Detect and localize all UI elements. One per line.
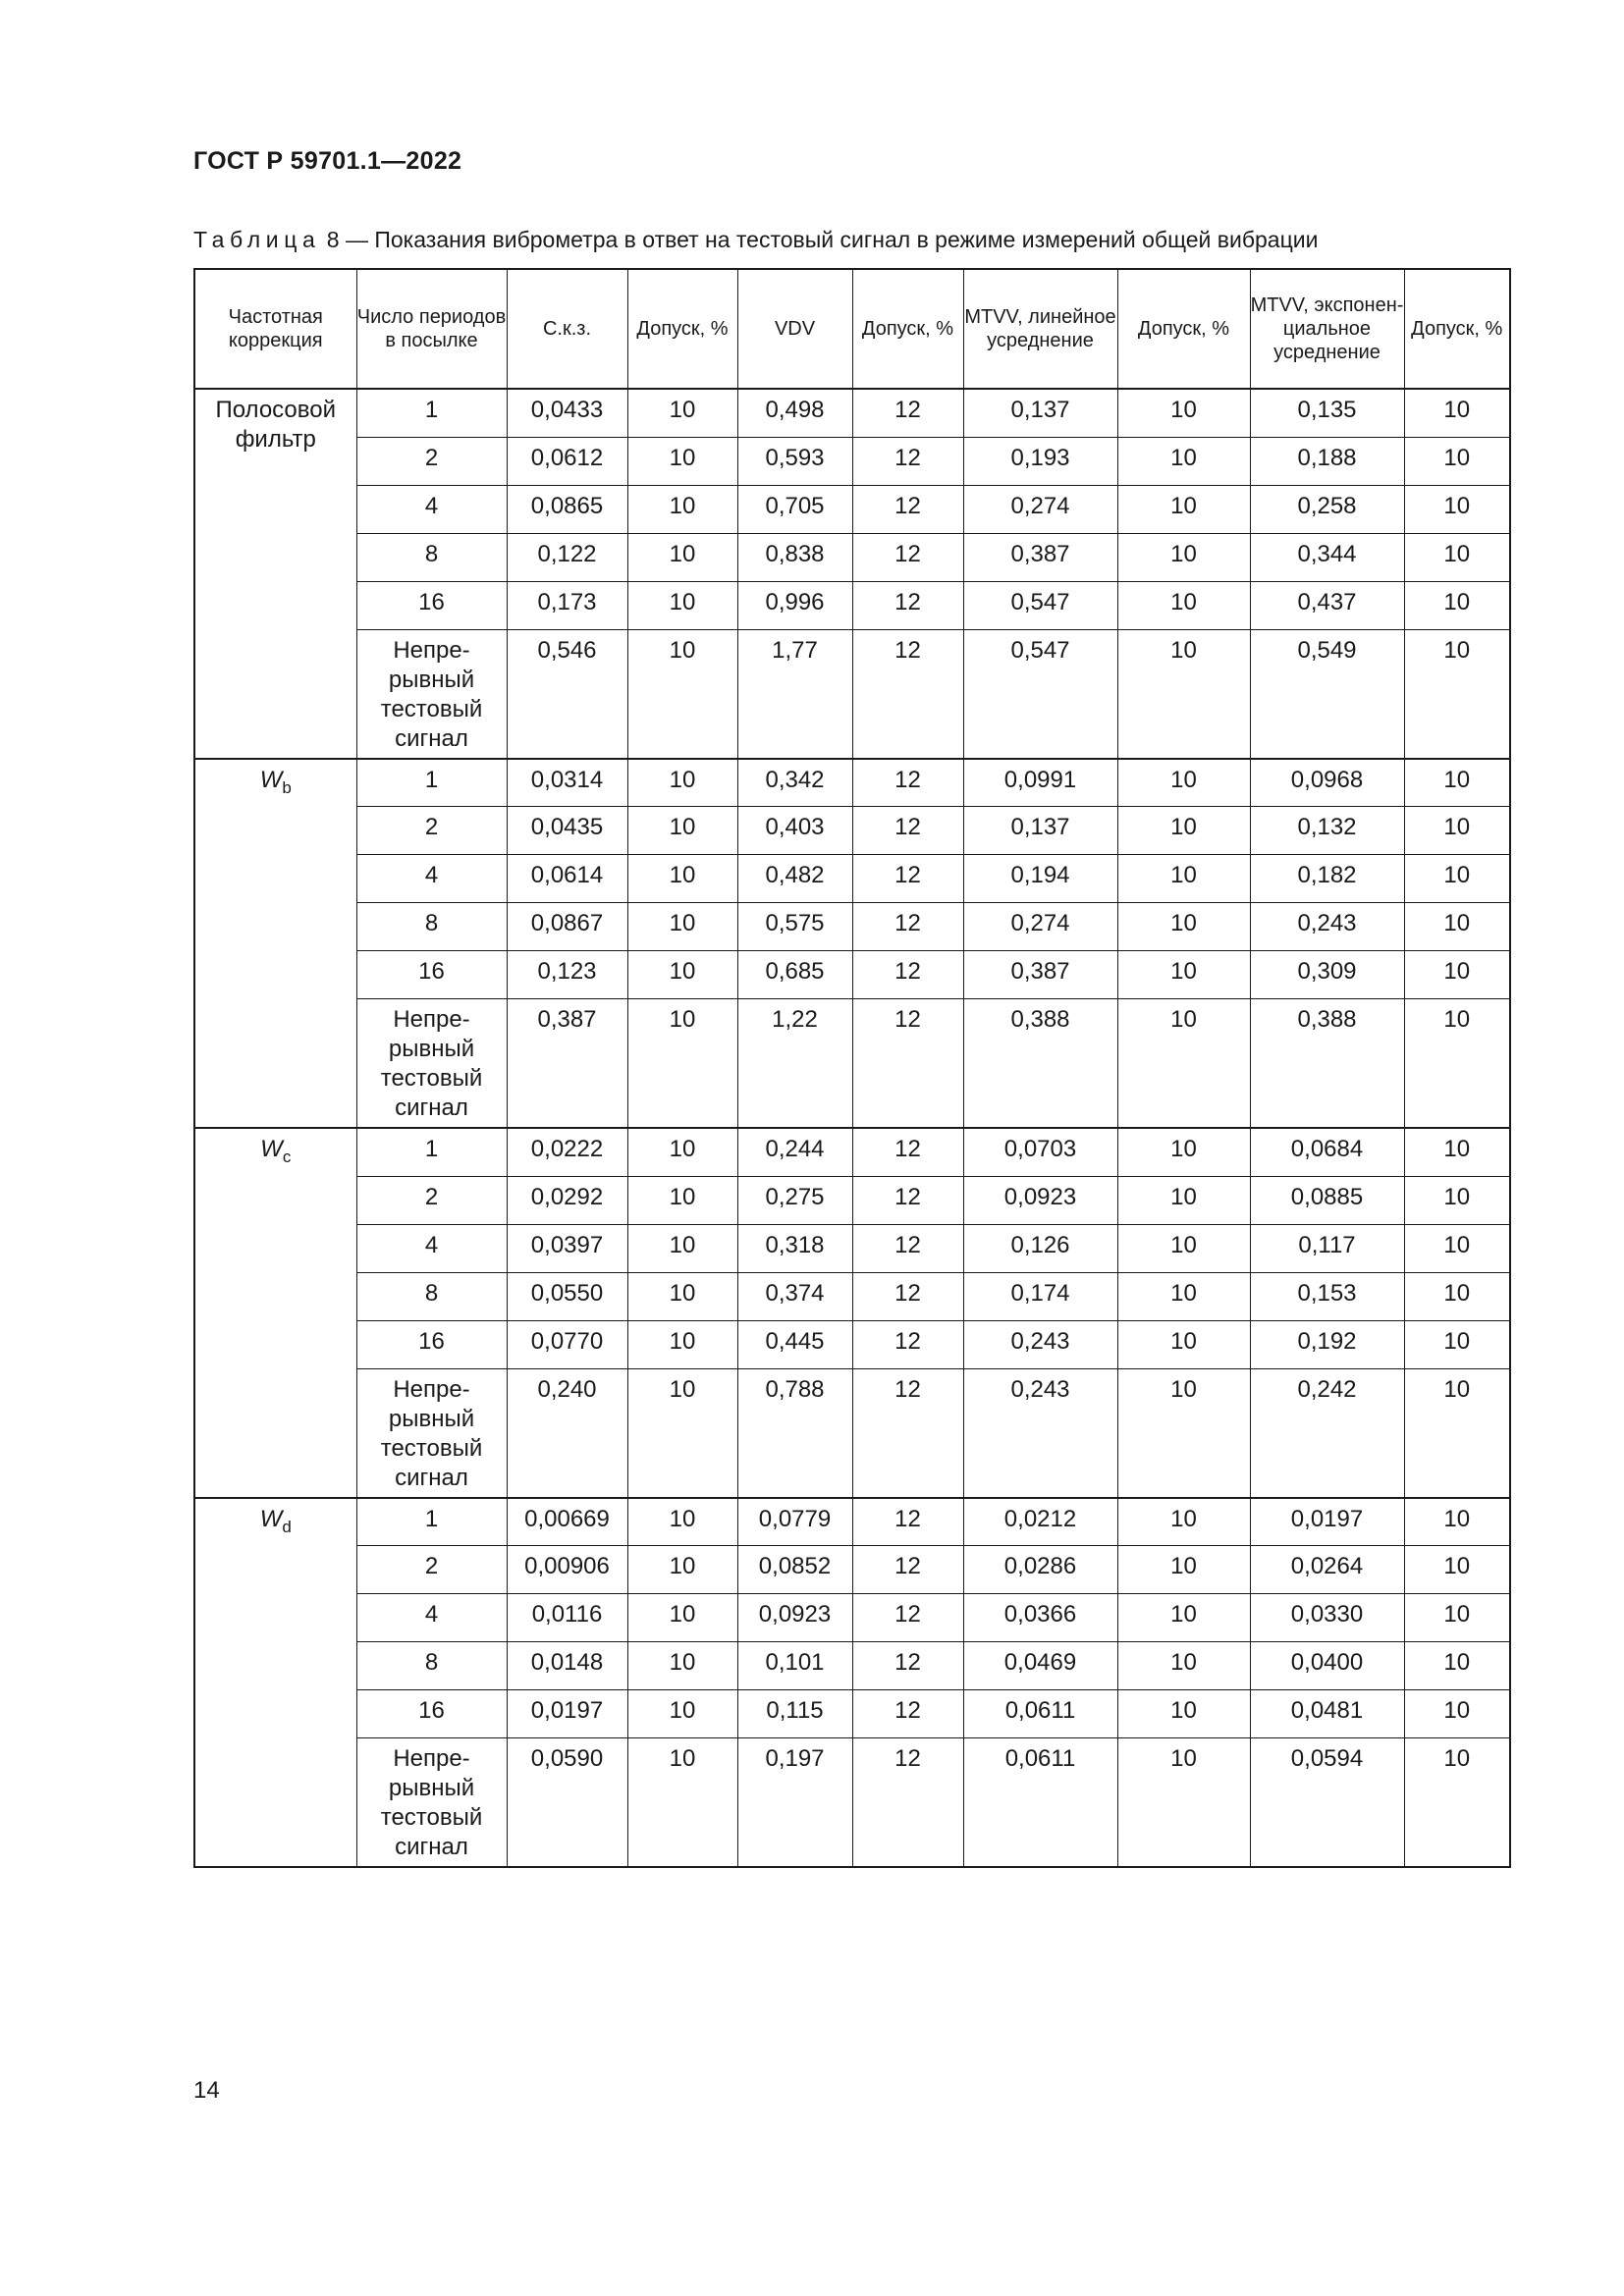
- correction-group: [194, 759, 1510, 1129]
- value-cell: 10: [1117, 629, 1250, 759]
- value-cell: 12: [852, 1498, 963, 1546]
- periods-cell: 1: [356, 389, 507, 437]
- value-cell: 10: [1404, 1642, 1510, 1690]
- value-cell: 0,318: [737, 1224, 852, 1272]
- value-cell: 0,0550: [507, 1272, 627, 1320]
- value-cell: 10: [627, 581, 737, 629]
- value-cell: 12: [852, 1594, 963, 1642]
- value-cell: 10: [1404, 1320, 1510, 1368]
- table-row: [194, 855, 1510, 903]
- correction-symbol: W: [259, 1505, 283, 1532]
- value-cell: 0,0923: [963, 1176, 1117, 1224]
- correction-symbol: W: [259, 766, 283, 793]
- value-cell: 10: [1404, 629, 1510, 759]
- value-cell: 0,243: [963, 1368, 1117, 1498]
- value-cell: 0,00669: [507, 1498, 627, 1546]
- value-cell: 0,0469: [963, 1642, 1117, 1690]
- value-cell: 0,685: [737, 951, 852, 999]
- value-cell: 10: [1117, 759, 1250, 807]
- value-cell: 10: [1404, 951, 1510, 999]
- value-cell: 0,996: [737, 581, 852, 629]
- value-cell: 0,387: [507, 999, 627, 1129]
- value-cell: 12: [852, 1690, 963, 1738]
- value-cell: 0,117: [1250, 1224, 1404, 1272]
- value-cell: 0,132: [1250, 807, 1404, 855]
- value-cell: 10: [627, 1176, 737, 1224]
- value-cell: 0,575: [737, 903, 852, 951]
- correction-symbol: W: [260, 1136, 283, 1162]
- value-cell: 0,0865: [507, 485, 627, 533]
- column-header: VDV: [737, 269, 852, 389]
- value-cell: 10: [1404, 437, 1510, 485]
- value-cell: 10: [1404, 1128, 1510, 1176]
- table-caption: [193, 227, 1318, 253]
- correction-label: [194, 1128, 356, 1498]
- value-cell: 0,135: [1250, 389, 1404, 437]
- correction-subscript: d: [282, 1517, 292, 1536]
- value-cell: 10: [627, 1368, 737, 1498]
- value-cell: 0,0435: [507, 807, 627, 855]
- value-cell: 12: [852, 1368, 963, 1498]
- table-row: [194, 1690, 1510, 1738]
- value-cell: 12: [852, 951, 963, 999]
- value-cell: 0,0991: [963, 759, 1117, 807]
- value-cell: 10: [1404, 1738, 1510, 1868]
- value-cell: 0,549: [1250, 629, 1404, 759]
- value-cell: 0,0264: [1250, 1546, 1404, 1594]
- value-cell: 0,153: [1250, 1272, 1404, 1320]
- value-cell: 0,788: [737, 1368, 852, 1498]
- periods-cell: 4: [356, 1594, 507, 1642]
- correction-label: [194, 389, 356, 759]
- value-cell: 10: [627, 855, 737, 903]
- value-cell: 10: [1404, 1546, 1510, 1594]
- value-cell: 10: [627, 389, 737, 437]
- value-cell: 12: [852, 855, 963, 903]
- value-cell: 0,115: [737, 1690, 852, 1738]
- value-cell: 0,258: [1250, 485, 1404, 533]
- value-cell: 0,705: [737, 485, 852, 533]
- value-cell: 12: [852, 1320, 963, 1368]
- value-cell: 10: [1404, 389, 1510, 437]
- value-cell: 12: [852, 1546, 963, 1594]
- periods-cell: 16: [356, 581, 507, 629]
- periods-cell: Непре-рывный тестовый сигнал: [356, 999, 507, 1129]
- periods-cell: 1: [356, 1128, 507, 1176]
- value-cell: 0,0433: [507, 389, 627, 437]
- value-cell: 12: [852, 1224, 963, 1272]
- value-cell: 10: [1404, 485, 1510, 533]
- value-cell: 10: [627, 1272, 737, 1320]
- table-row: [194, 1224, 1510, 1272]
- value-cell: 10: [1117, 1546, 1250, 1594]
- value-cell: 0,0197: [1250, 1498, 1404, 1546]
- value-cell: 0,0611: [963, 1738, 1117, 1868]
- table-caption-prefix: Таблица: [193, 227, 321, 252]
- value-cell: 10: [1404, 1272, 1510, 1320]
- table-row: [194, 437, 1510, 485]
- value-cell: 0,274: [963, 485, 1117, 533]
- value-cell: 10: [1117, 1128, 1250, 1176]
- value-cell: 10: [627, 1690, 737, 1738]
- table-row: [194, 759, 1510, 807]
- correction-name: Полосовой фильтр: [215, 397, 337, 453]
- correction-label: [194, 1498, 356, 1868]
- column-header: MTVV, линейное усреднение: [963, 269, 1117, 389]
- value-cell: 0,00906: [507, 1546, 627, 1594]
- page-number: 14: [193, 2077, 220, 2104]
- value-cell: 0,0222: [507, 1128, 627, 1176]
- value-cell: 0,0330: [1250, 1594, 1404, 1642]
- table-caption-text: — Показания виброметра в ответ на тестовый сигнал в режиме измерений общей вибрации: [339, 227, 1319, 252]
- vibration-readings-table: [193, 268, 1511, 1868]
- value-cell: 12: [852, 1272, 963, 1320]
- table-row: [194, 581, 1510, 629]
- value-cell: 0,0611: [963, 1690, 1117, 1738]
- value-cell: 10: [1117, 437, 1250, 485]
- value-cell: 0,0779: [737, 1498, 852, 1546]
- column-header: С.к.з.: [507, 269, 627, 389]
- value-cell: 10: [1117, 855, 1250, 903]
- table-row: [194, 807, 1510, 855]
- value-cell: 10: [1404, 903, 1510, 951]
- value-cell: 0,0703: [963, 1128, 1117, 1176]
- value-cell: 0,309: [1250, 951, 1404, 999]
- value-cell: 0,182: [1250, 855, 1404, 903]
- value-cell: 10: [1404, 1690, 1510, 1738]
- table-caption-number: 8: [320, 227, 340, 252]
- value-cell: 12: [852, 759, 963, 807]
- periods-cell: Непре-рывный тестовый сигнал: [356, 1368, 507, 1498]
- value-cell: 10: [1404, 1224, 1510, 1272]
- value-cell: 0,0923: [737, 1594, 852, 1642]
- value-cell: 0,0867: [507, 903, 627, 951]
- value-cell: 10: [627, 1224, 737, 1272]
- correction-subscript: b: [282, 777, 292, 797]
- table-row: [194, 903, 1510, 951]
- value-cell: 0,244: [737, 1128, 852, 1176]
- value-cell: 0,0292: [507, 1176, 627, 1224]
- table-row: [194, 1546, 1510, 1594]
- table-row: [194, 1498, 1510, 1546]
- value-cell: 0,437: [1250, 581, 1404, 629]
- value-cell: 10: [627, 807, 737, 855]
- table-row: [194, 951, 1510, 999]
- periods-cell: 4: [356, 485, 507, 533]
- value-cell: 0,388: [963, 999, 1117, 1129]
- value-cell: 0,0594: [1250, 1738, 1404, 1868]
- value-cell: 10: [627, 903, 737, 951]
- periods-cell: Непре-рывный тестовый сигнал: [356, 629, 507, 759]
- value-cell: 0,0852: [737, 1546, 852, 1594]
- value-cell: 10: [1117, 533, 1250, 581]
- value-cell: 0,126: [963, 1224, 1117, 1272]
- periods-cell: 2: [356, 807, 507, 855]
- value-cell: 0,445: [737, 1320, 852, 1368]
- value-cell: 10: [1404, 1176, 1510, 1224]
- value-cell: 10: [1117, 1224, 1250, 1272]
- periods-cell: 8: [356, 1272, 507, 1320]
- value-cell: 0,342: [737, 759, 852, 807]
- periods-cell: 16: [356, 951, 507, 999]
- value-cell: 0,137: [963, 807, 1117, 855]
- periods-cell: 4: [356, 1224, 507, 1272]
- value-cell: 10: [1117, 999, 1250, 1129]
- value-cell: 10: [1117, 1176, 1250, 1224]
- value-cell: 0,593: [737, 437, 852, 485]
- correction-group: [194, 1498, 1510, 1868]
- value-cell: 10: [627, 1498, 737, 1546]
- value-cell: 10: [1117, 1594, 1250, 1642]
- value-cell: 0,243: [963, 1320, 1117, 1368]
- value-cell: 12: [852, 999, 963, 1129]
- table-row: [194, 1594, 1510, 1642]
- value-cell: 10: [1404, 999, 1510, 1129]
- value-cell: 0,122: [507, 533, 627, 581]
- value-cell: 10: [627, 1128, 737, 1176]
- value-cell: 10: [1117, 1368, 1250, 1498]
- document-header: ГОСТ Р 59701.1—2022: [193, 147, 462, 175]
- value-cell: 10: [627, 759, 737, 807]
- value-cell: 10: [627, 629, 737, 759]
- value-cell: 12: [852, 437, 963, 485]
- value-cell: 0,0397: [507, 1224, 627, 1272]
- value-cell: 0,0116: [507, 1594, 627, 1642]
- value-cell: 0,240: [507, 1368, 627, 1498]
- value-cell: 0,498: [737, 389, 852, 437]
- column-header: Допуск, %: [1117, 269, 1250, 389]
- value-cell: 0,197: [737, 1738, 852, 1868]
- value-cell: 10: [627, 1642, 737, 1690]
- value-cell: 10: [627, 999, 737, 1129]
- value-cell: 0,403: [737, 807, 852, 855]
- value-cell: 10: [627, 437, 737, 485]
- value-cell: 0,838: [737, 533, 852, 581]
- periods-cell: 8: [356, 533, 507, 581]
- value-cell: 0,188: [1250, 437, 1404, 485]
- value-cell: 10: [1404, 533, 1510, 581]
- value-cell: 12: [852, 629, 963, 759]
- column-header: MTVV, экспонен-циальное усреднение: [1250, 269, 1404, 389]
- value-cell: 1,77: [737, 629, 852, 759]
- value-cell: 12: [852, 1642, 963, 1690]
- value-cell: 12: [852, 807, 963, 855]
- value-cell: 0,275: [737, 1176, 852, 1224]
- column-header: Допуск, %: [1404, 269, 1510, 389]
- table-row: [194, 1368, 1510, 1498]
- value-cell: 0,0968: [1250, 759, 1404, 807]
- value-cell: 10: [1117, 903, 1250, 951]
- value-cell: 1,22: [737, 999, 852, 1129]
- table-row: [194, 999, 1510, 1129]
- table-row: [194, 533, 1510, 581]
- value-cell: 10: [1117, 1498, 1250, 1546]
- column-header: Допуск, %: [627, 269, 737, 389]
- column-header: Допуск, %: [852, 269, 963, 389]
- value-cell: 0,0400: [1250, 1642, 1404, 1690]
- value-cell: 0,0590: [507, 1738, 627, 1868]
- periods-cell: 8: [356, 903, 507, 951]
- value-cell: 0,193: [963, 437, 1117, 485]
- table-row: [194, 1272, 1510, 1320]
- value-cell: 12: [852, 903, 963, 951]
- value-cell: 10: [1117, 807, 1250, 855]
- value-cell: 0,174: [963, 1272, 1117, 1320]
- value-cell: 0,387: [963, 533, 1117, 581]
- value-cell: 0,0885: [1250, 1176, 1404, 1224]
- value-cell: 0,0481: [1250, 1690, 1404, 1738]
- value-cell: 10: [1117, 951, 1250, 999]
- value-cell: 0,547: [963, 581, 1117, 629]
- value-cell: 10: [1117, 1738, 1250, 1868]
- value-cell: 10: [1404, 759, 1510, 807]
- value-cell: 0,374: [737, 1272, 852, 1320]
- column-header: Число периодов в посылке: [356, 269, 507, 389]
- value-cell: 0,137: [963, 389, 1117, 437]
- periods-cell: 8: [356, 1642, 507, 1690]
- value-cell: 0,0314: [507, 759, 627, 807]
- value-cell: 0,546: [507, 629, 627, 759]
- value-cell: 10: [1404, 1498, 1510, 1546]
- periods-cell: 16: [356, 1320, 507, 1368]
- table-row: [194, 389, 1510, 437]
- value-cell: 12: [852, 485, 963, 533]
- value-cell: 10: [627, 1320, 737, 1368]
- periods-cell: 2: [356, 437, 507, 485]
- value-cell: 0,243: [1250, 903, 1404, 951]
- value-cell: 10: [1404, 1594, 1510, 1642]
- value-cell: 10: [627, 1594, 737, 1642]
- periods-cell: Непре-рывный тестовый сигнал: [356, 1738, 507, 1868]
- table-row: [194, 1176, 1510, 1224]
- value-cell: 0,0286: [963, 1546, 1117, 1594]
- value-cell: 0,388: [1250, 999, 1404, 1129]
- value-cell: 12: [852, 389, 963, 437]
- periods-cell: 4: [356, 855, 507, 903]
- value-cell: 10: [1117, 485, 1250, 533]
- value-cell: 0,0684: [1250, 1128, 1404, 1176]
- value-cell: 0,194: [963, 855, 1117, 903]
- periods-cell: 2: [356, 1546, 507, 1594]
- value-cell: 0,0197: [507, 1690, 627, 1738]
- value-cell: 0,242: [1250, 1368, 1404, 1498]
- value-cell: 10: [1404, 807, 1510, 855]
- value-cell: 0,0612: [507, 437, 627, 485]
- table-row: [194, 1642, 1510, 1690]
- correction-subscript: c: [282, 1148, 292, 1166]
- periods-cell: 2: [356, 1176, 507, 1224]
- value-cell: 0,547: [963, 629, 1117, 759]
- table-row: [194, 485, 1510, 533]
- value-cell: 10: [627, 485, 737, 533]
- value-cell: 12: [852, 1128, 963, 1176]
- periods-cell: 1: [356, 759, 507, 807]
- value-cell: 10: [1117, 1642, 1250, 1690]
- value-cell: 10: [1117, 1690, 1250, 1738]
- table-row: [194, 629, 1510, 759]
- table-header-row: [194, 269, 1510, 389]
- value-cell: 12: [852, 581, 963, 629]
- value-cell: 10: [1117, 1272, 1250, 1320]
- correction-group: [194, 389, 1510, 759]
- value-cell: 0,123: [507, 951, 627, 999]
- value-cell: 0,344: [1250, 533, 1404, 581]
- value-cell: 10: [627, 533, 737, 581]
- value-cell: 0,482: [737, 855, 852, 903]
- value-cell: 0,0212: [963, 1498, 1117, 1546]
- correction-label: [194, 759, 356, 1129]
- value-cell: 0,173: [507, 581, 627, 629]
- table-row: [194, 1320, 1510, 1368]
- value-cell: 10: [1117, 1320, 1250, 1368]
- value-cell: 10: [627, 951, 737, 999]
- table-row: [194, 1128, 1510, 1176]
- value-cell: 0,0614: [507, 855, 627, 903]
- value-cell: 12: [852, 533, 963, 581]
- value-cell: 10: [627, 1738, 737, 1868]
- column-header: Частотная коррекция: [194, 269, 356, 389]
- value-cell: 12: [852, 1176, 963, 1224]
- value-cell: 0,0770: [507, 1320, 627, 1368]
- value-cell: 10: [1117, 389, 1250, 437]
- periods-cell: 1: [356, 1498, 507, 1546]
- value-cell: 12: [852, 1738, 963, 1868]
- value-cell: 10: [1404, 581, 1510, 629]
- value-cell: 0,0366: [963, 1594, 1117, 1642]
- value-cell: 0,387: [963, 951, 1117, 999]
- value-cell: 10: [1404, 1368, 1510, 1498]
- value-cell: 10: [1404, 855, 1510, 903]
- value-cell: 0,192: [1250, 1320, 1404, 1368]
- value-cell: 0,274: [963, 903, 1117, 951]
- table-row: [194, 1738, 1510, 1868]
- value-cell: 10: [1117, 581, 1250, 629]
- periods-cell: 16: [356, 1690, 507, 1738]
- value-cell: 0,0148: [507, 1642, 627, 1690]
- value-cell: 10: [627, 1546, 737, 1594]
- correction-group: [194, 1128, 1510, 1498]
- value-cell: 0,101: [737, 1642, 852, 1690]
